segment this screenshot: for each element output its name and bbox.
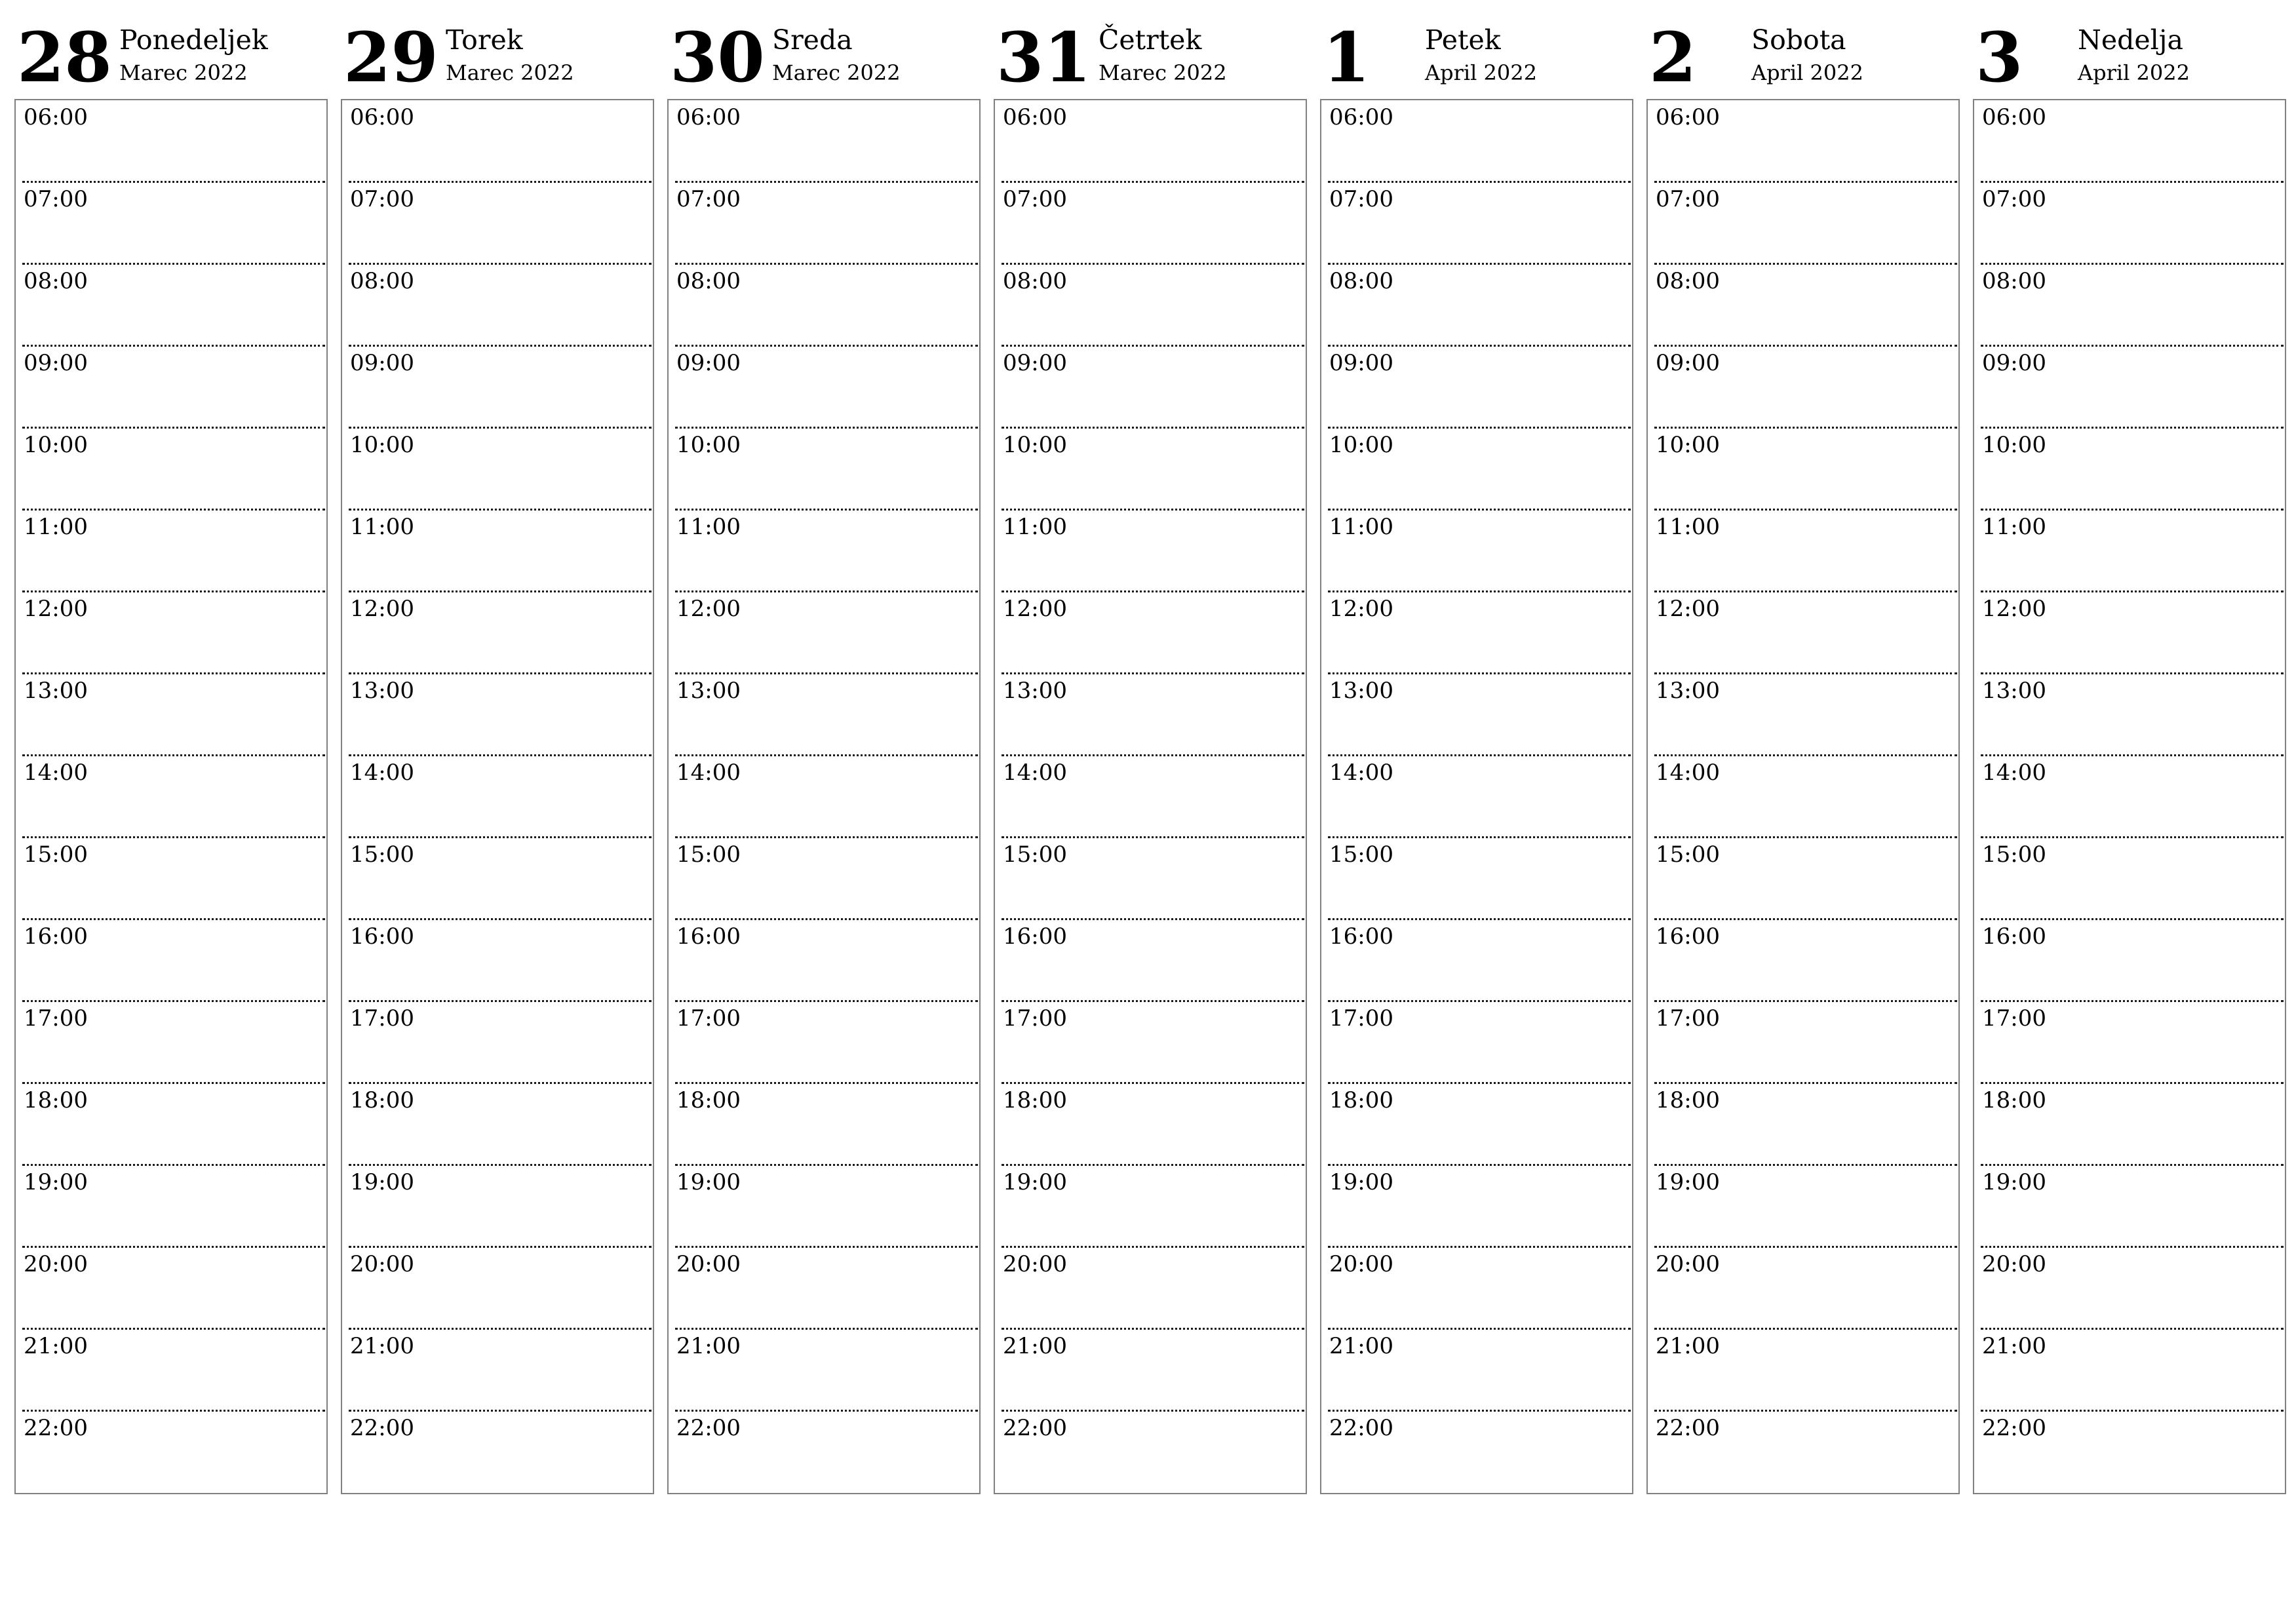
time-slot[interactable] [1328,1329,1631,1411]
day-month: Marec 2022 [772,60,901,85]
time-slot[interactable] [22,100,325,182]
time-slot[interactable] [22,1329,325,1411]
time-label: 06:00 [24,104,88,130]
day-schedule-box [1320,99,1633,1494]
time-slot[interactable] [1328,838,1631,919]
time-slot[interactable] [675,264,978,346]
time-slot[interactable] [349,838,652,919]
time-slot[interactable] [1654,1083,1957,1165]
time-label: 06:00 [1982,104,2046,130]
time-slot[interactable] [349,1001,652,1083]
time-label: 18:00 [350,1087,414,1113]
time-label: 10:00 [676,432,741,458]
time-label: 18:00 [1003,1087,1067,1113]
time-label: 18:00 [1982,1087,2046,1113]
time-label: 10:00 [1982,432,2046,458]
time-label: 07:00 [676,186,741,212]
time-label: 22:00 [1656,1415,1720,1441]
time-slot[interactable] [1002,756,1304,838]
time-label: 19:00 [1656,1169,1720,1195]
time-slot[interactable] [1981,1411,2284,1493]
time-slot[interactable] [1654,346,1957,428]
time-label: 07:00 [1656,186,1720,212]
time-slot[interactable] [1981,428,2284,510]
time-slot[interactable] [1002,428,1304,510]
time-slot[interactable] [675,756,978,838]
time-label: 08:00 [1982,268,2046,294]
time-slot[interactable] [349,756,652,838]
time-slot[interactable] [675,346,978,428]
time-label: 20:00 [676,1251,741,1277]
time-label: 09:00 [1982,350,2046,376]
time-slot[interactable] [1981,510,2284,592]
time-slot[interactable] [675,838,978,919]
time-slot[interactable] [1328,264,1631,346]
time-label: 18:00 [1656,1087,1720,1113]
time-slot[interactable] [1981,919,2284,1001]
day-month: Marec 2022 [446,60,574,85]
time-label: 20:00 [1656,1251,1720,1277]
day-number: 1 [1323,17,1371,98]
time-slot[interactable] [675,1083,978,1165]
time-label: 19:00 [676,1169,741,1195]
time-label: 19:00 [1003,1169,1067,1195]
time-label: 15:00 [24,841,88,868]
time-label: 21:00 [350,1333,414,1359]
time-label: 21:00 [676,1333,741,1359]
time-label: 12:00 [1656,596,1720,622]
time-label: 15:00 [1656,841,1720,868]
time-label: 13:00 [1003,678,1067,704]
day-schedule-box [667,99,981,1494]
time-slot[interactable] [1328,674,1631,756]
time-label: 14:00 [24,760,88,786]
day-number: 29 [343,17,438,98]
time-label: 20:00 [1329,1251,1393,1277]
time-slot[interactable] [349,1329,652,1411]
time-slot[interactable] [1654,756,1957,838]
day-number: 28 [17,17,112,98]
time-label: 17:00 [350,1005,414,1032]
time-slot[interactable] [1654,1165,1957,1247]
time-slot[interactable] [1654,1329,1957,1411]
time-slot[interactable] [1654,1001,1957,1083]
time-slot[interactable] [22,182,325,264]
time-label: 22:00 [676,1415,741,1441]
day-header [1646,0,1960,98]
time-slot[interactable] [1654,1411,1957,1493]
time-label: 08:00 [24,268,88,294]
time-label: 15:00 [350,841,414,868]
time-label: 21:00 [1329,1333,1393,1359]
day-name: Nedelja [2078,24,2183,56]
time-slot[interactable] [1981,838,2284,919]
time-slot[interactable] [1002,1329,1304,1411]
day-number: 3 [1975,17,2023,98]
time-slot[interactable] [1328,428,1631,510]
time-slot[interactable] [1002,264,1304,346]
time-slot[interactable] [1328,1001,1631,1083]
time-slot[interactable] [22,1001,325,1083]
time-label: 19:00 [1982,1169,2046,1195]
time-label: 09:00 [676,350,741,376]
time-slot[interactable] [1328,510,1631,592]
time-slot[interactable] [675,592,978,674]
time-label: 20:00 [1982,1251,2046,1277]
time-label: 13:00 [24,678,88,704]
time-label: 17:00 [1003,1005,1067,1032]
time-slot[interactable] [1328,1247,1631,1329]
time-slot[interactable] [22,346,325,428]
day-schedule-box [994,99,1307,1494]
time-label: 17:00 [676,1005,741,1032]
day-header [341,0,654,98]
time-slot[interactable] [1981,1247,2284,1329]
time-label: 07:00 [350,186,414,212]
day-schedule-box [1646,99,1960,1494]
day-month: April 2022 [2078,60,2190,85]
time-label: 16:00 [1982,923,2046,950]
time-slot[interactable] [1002,838,1304,919]
day-schedule-box [14,99,328,1494]
time-slot[interactable] [675,428,978,510]
time-slot[interactable] [22,510,325,592]
time-slot[interactable] [675,1329,978,1411]
time-label: 11:00 [1656,514,1720,540]
time-slot[interactable] [1002,1411,1304,1493]
time-label: 13:00 [1982,678,2046,704]
time-slot[interactable] [22,1165,325,1247]
time-label: 16:00 [1656,923,1720,950]
time-label: 06:00 [1656,104,1720,130]
time-label: 11:00 [1003,514,1067,540]
day-month: April 2022 [1751,60,1863,85]
time-slot[interactable] [22,1247,325,1329]
time-label: 09:00 [1329,350,1393,376]
time-label: 16:00 [1329,923,1393,950]
time-label: 16:00 [350,923,414,950]
time-label: 17:00 [24,1005,88,1032]
time-slot[interactable] [1328,756,1631,838]
time-label: 17:00 [1982,1005,2046,1032]
time-slot[interactable] [1981,182,2284,264]
time-label: 10:00 [24,432,88,458]
time-label: 09:00 [1003,350,1067,376]
time-slot[interactable] [675,510,978,592]
time-slot[interactable] [1654,592,1957,674]
day-schedule-box [341,99,654,1494]
time-label: 10:00 [1329,432,1393,458]
day-header [1320,0,1633,98]
time-slot[interactable] [675,182,978,264]
time-label: 13:00 [1329,678,1393,704]
day-header [667,0,981,98]
day-header [994,0,1307,98]
time-slot[interactable] [1328,346,1631,428]
time-label: 15:00 [676,841,741,868]
time-slot[interactable] [1981,1001,2284,1083]
time-slot[interactable] [22,592,325,674]
time-slot[interactable] [1328,182,1631,264]
time-slot[interactable] [1002,510,1304,592]
time-label: 21:00 [1003,1333,1067,1359]
time-slot[interactable] [675,1001,978,1083]
day-number: 31 [996,17,1091,98]
time-label: 07:00 [1982,186,2046,212]
time-label: 08:00 [350,268,414,294]
time-slot[interactable] [1981,100,2284,182]
day-month: Marec 2022 [119,60,248,85]
time-slot[interactable] [349,510,652,592]
time-label: 22:00 [24,1415,88,1441]
time-slot[interactable] [1328,919,1631,1001]
time-slot[interactable] [22,838,325,919]
time-label: 13:00 [350,678,414,704]
time-slot[interactable] [675,1411,978,1493]
time-slot[interactable] [1002,674,1304,756]
time-slot[interactable] [22,264,325,346]
time-slot[interactable] [349,1083,652,1165]
time-slot[interactable] [1654,674,1957,756]
time-slot[interactable] [1981,1083,2284,1165]
day-name: Sobota [1751,24,1846,56]
time-slot[interactable] [1981,756,2284,838]
time-slot[interactable] [1328,100,1631,182]
time-slot[interactable] [1981,674,2284,756]
time-label: 14:00 [1656,760,1720,786]
time-label: 08:00 [1656,268,1720,294]
day-schedule-box [1973,99,2286,1494]
time-slot[interactable] [1002,100,1304,182]
time-label: 18:00 [24,1087,88,1113]
day-name: Sreda [772,24,853,56]
time-slot[interactable] [1981,346,2284,428]
time-label: 15:00 [1003,841,1067,868]
time-label: 06:00 [1003,104,1067,130]
time-label: 14:00 [676,760,741,786]
time-label: 14:00 [350,760,414,786]
time-slot[interactable] [349,1165,652,1247]
time-label: 09:00 [350,350,414,376]
time-label: 13:00 [676,678,741,704]
day-name: Torek [446,24,523,56]
time-label: 16:00 [24,923,88,950]
time-slot[interactable] [349,1411,652,1493]
time-label: 20:00 [350,1251,414,1277]
day-month: Marec 2022 [1099,60,1227,85]
day-name: Ponedeljek [119,24,268,56]
time-label: 15:00 [1982,841,2046,868]
time-slot[interactable] [1328,1083,1631,1165]
time-slot[interactable] [1328,1411,1631,1493]
time-label: 13:00 [1656,678,1720,704]
time-label: 11:00 [24,514,88,540]
time-label: 11:00 [1982,514,2046,540]
time-label: 06:00 [676,104,741,130]
time-label: 10:00 [350,432,414,458]
time-slot[interactable] [1654,510,1957,592]
time-label: 12:00 [1982,596,2046,622]
time-slot[interactable] [1654,838,1957,919]
time-label: 17:00 [1329,1005,1393,1032]
day-number: 30 [670,17,765,98]
time-label: 08:00 [1329,268,1393,294]
time-slot[interactable] [22,674,325,756]
time-slot[interactable] [675,100,978,182]
time-label: 21:00 [1982,1333,2046,1359]
time-slot[interactable] [349,1247,652,1329]
day-number: 2 [1649,17,1697,98]
time-slot[interactable] [1981,264,2284,346]
time-label: 17:00 [1656,1005,1720,1032]
time-slot[interactable] [1002,1083,1304,1165]
time-label: 11:00 [676,514,741,540]
time-slot[interactable] [675,1247,978,1329]
time-slot[interactable] [1654,264,1957,346]
time-label: 11:00 [350,514,414,540]
time-slot[interactable] [675,919,978,1001]
time-label: 19:00 [350,1169,414,1195]
time-label: 10:00 [1003,432,1067,458]
time-slot[interactable] [22,1411,325,1493]
time-slot[interactable] [349,428,652,510]
time-label: 06:00 [350,104,414,130]
time-slot[interactable] [1002,346,1304,428]
time-label: 20:00 [24,1251,88,1277]
time-label: 14:00 [1982,760,2046,786]
time-label: 12:00 [350,596,414,622]
day-header [14,0,328,98]
time-label: 09:00 [1656,350,1720,376]
time-label: 09:00 [24,350,88,376]
time-slot[interactable] [675,1165,978,1247]
time-slot[interactable] [1002,1001,1304,1083]
time-slot[interactable] [1002,1247,1304,1329]
time-slot[interactable] [349,592,652,674]
time-slot[interactable] [22,1083,325,1165]
time-slot[interactable] [1654,182,1957,264]
time-label: 14:00 [1003,760,1067,786]
time-label: 22:00 [1329,1415,1393,1441]
time-slot[interactable] [22,756,325,838]
time-label: 19:00 [1329,1169,1393,1195]
time-label: 07:00 [1003,186,1067,212]
time-slot[interactable] [349,919,652,1001]
time-label: 08:00 [676,268,741,294]
time-label: 19:00 [24,1169,88,1195]
time-slot[interactable] [22,919,325,1001]
time-slot[interactable] [349,346,652,428]
time-slot[interactable] [1654,1247,1957,1329]
time-label: 07:00 [1329,186,1393,212]
time-slot[interactable] [349,674,652,756]
time-label: 22:00 [1982,1415,2046,1441]
time-label: 18:00 [1329,1087,1393,1113]
time-slot[interactable] [349,264,652,346]
time-label: 16:00 [676,923,741,950]
time-label: 14:00 [1329,760,1393,786]
time-label: 12:00 [676,596,741,622]
time-slot[interactable] [1002,182,1304,264]
time-label: 06:00 [1329,104,1393,130]
time-label: 21:00 [24,1333,88,1359]
time-slot[interactable] [1654,100,1957,182]
time-slot[interactable] [1654,919,1957,1001]
time-label: 11:00 [1329,514,1393,540]
time-slot[interactable] [349,182,652,264]
day-name: Petek [1425,24,1501,56]
time-slot[interactable] [1981,592,2284,674]
time-label: 12:00 [1003,596,1067,622]
time-slot[interactable] [1981,1329,2284,1411]
time-label: 16:00 [1003,923,1067,950]
time-label: 12:00 [24,596,88,622]
time-slot[interactable] [1328,592,1631,674]
time-label: 18:00 [676,1087,741,1113]
time-label: 08:00 [1003,268,1067,294]
time-label: 22:00 [1003,1415,1067,1441]
time-slot[interactable] [675,674,978,756]
time-slot[interactable] [1654,428,1957,510]
day-header [1973,0,2286,98]
time-label: 22:00 [350,1415,414,1441]
time-label: 20:00 [1003,1251,1067,1277]
time-slot[interactable] [1002,1165,1304,1247]
time-label: 12:00 [1329,596,1393,622]
time-slot[interactable] [1328,1165,1631,1247]
time-slot[interactable] [1981,1165,2284,1247]
time-slot[interactable] [1002,919,1304,1001]
day-month: April 2022 [1425,60,1537,85]
day-name: Četrtek [1099,24,1202,56]
time-label: 10:00 [1656,432,1720,458]
time-slot[interactable] [1002,592,1304,674]
time-label: 07:00 [24,186,88,212]
time-label: 21:00 [1656,1333,1720,1359]
time-slot[interactable] [349,100,652,182]
time-label: 15:00 [1329,841,1393,868]
time-slot[interactable] [22,428,325,510]
